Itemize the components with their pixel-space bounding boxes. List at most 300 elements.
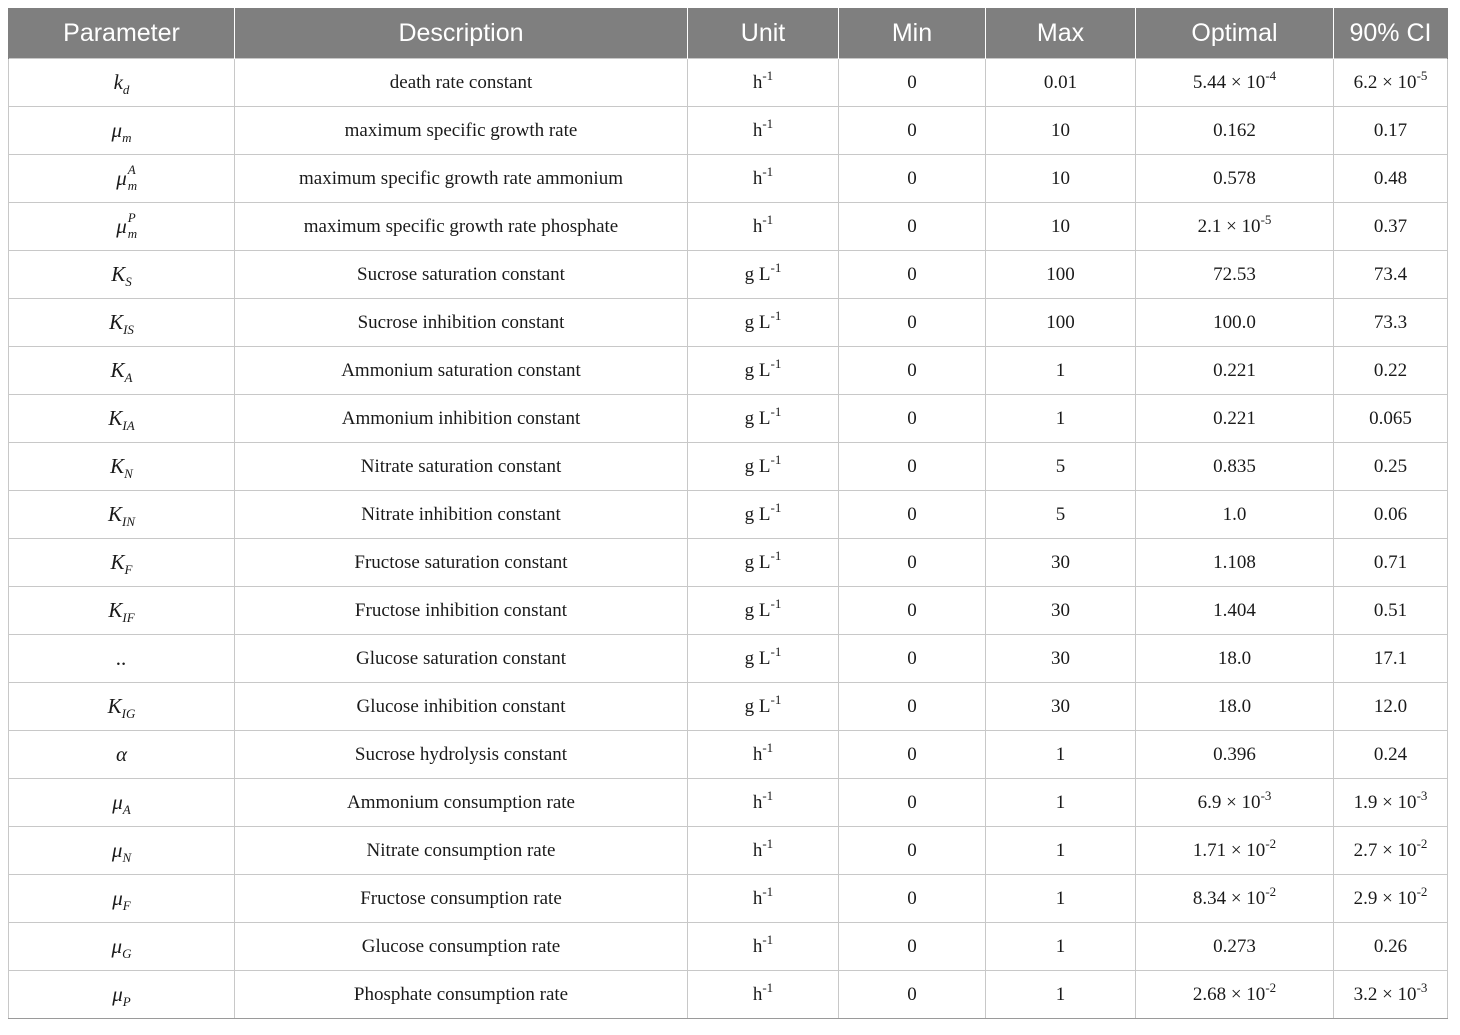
min-cell: 0 (839, 299, 986, 347)
unit-cell (688, 875, 839, 923)
unit-cell-exponent: -1 (770, 355, 782, 371)
optimal-cell-value (1213, 744, 1256, 765)
optimal-cell (1136, 635, 1334, 683)
description-cell: Ammonium consumption rate (235, 779, 688, 827)
unit-cell-base: g L (744, 599, 771, 621)
optimal-cell (1136, 491, 1334, 539)
ci-cell-base: 0.22 (1373, 359, 1408, 381)
description-cell: Sucrose saturation constant (235, 251, 688, 299)
ci-cell-base: 0.06 (1373, 503, 1408, 525)
ci-cell-exponent: -2 (1416, 883, 1428, 899)
ci-cell-base: 0.37 (1373, 215, 1408, 237)
description-cell: death rate constant (235, 59, 688, 107)
min-cell: 0 (839, 827, 986, 875)
optimal-cell-base: 5.44 × 10 (1192, 71, 1266, 93)
parameter-subscript: IN (122, 514, 135, 530)
table-header (9, 8, 1448, 59)
optimal-cell-base: 2.68 × 10 (1192, 983, 1266, 1005)
parameter-symbol (111, 934, 132, 962)
unit-cell-exponent: -1 (770, 595, 782, 611)
unit-cell-value (744, 259, 782, 285)
optimal-cell (1136, 203, 1334, 251)
unit-cell-exponent: -1 (762, 115, 774, 131)
unit-cell-base: g L (744, 503, 771, 525)
ci-cell-value (1374, 264, 1407, 285)
ci-cell (1334, 203, 1448, 251)
max-cell: 100 (986, 299, 1136, 347)
ci-cell-base: 2.7 × 10 (1353, 839, 1417, 861)
ci-cell-base: 73.4 (1373, 263, 1408, 285)
parameter-superscript: P (127, 210, 136, 225)
parameter-cell (9, 539, 235, 587)
parameter-table (8, 8, 1448, 1019)
max-cell: 1 (986, 347, 1136, 395)
ci-cell-base: 0.48 (1373, 167, 1408, 189)
table-row (9, 923, 1448, 971)
parameter-symbol (111, 118, 132, 146)
unit-cell-value (744, 643, 782, 669)
ci-cell-value (1353, 835, 1428, 861)
unit-cell-value (752, 163, 774, 189)
parameter-table-container (8, 8, 1447, 1019)
parameter-subscript: d (122, 82, 130, 98)
unit-cell (688, 971, 839, 1019)
max-cell: 30 (986, 635, 1136, 683)
optimal-cell-base: 0.221 (1213, 359, 1256, 381)
unit-cell-base: g L (744, 407, 771, 429)
unit-cell-base: h (752, 791, 763, 813)
unit-cell (688, 443, 839, 491)
max-cell: 1 (986, 971, 1136, 1019)
ci-cell-value (1374, 120, 1407, 141)
unit-cell (688, 923, 839, 971)
unit-cell (688, 395, 839, 443)
description-cell: Fructose saturation constant (235, 539, 688, 587)
min-cell: 0 (839, 683, 986, 731)
max-cell: 10 (986, 203, 1136, 251)
ci-cell-base: 0.25 (1373, 455, 1408, 477)
optimal-cell-base: 0.273 (1213, 935, 1256, 957)
unit-cell-base: h (752, 119, 763, 141)
parameter-subscript: F (124, 562, 133, 578)
table-body (9, 59, 1448, 1019)
header-row (9, 8, 1448, 59)
unit-cell-base: h (752, 935, 763, 957)
unit-cell-exponent: -1 (770, 643, 782, 659)
ci-cell (1334, 683, 1448, 731)
unit-cell-exponent: -1 (762, 931, 774, 947)
description-cell: Glucose consumption rate (235, 923, 688, 971)
table-row (9, 587, 1448, 635)
optimal-cell-value (1192, 67, 1277, 93)
max-cell: 5 (986, 443, 1136, 491)
ci-cell (1334, 107, 1448, 155)
ci-cell-value (1353, 67, 1428, 93)
parameter-cell (9, 107, 235, 155)
optimal-cell-base: 0.162 (1213, 119, 1256, 141)
header-max: Max (986, 8, 1136, 59)
parameter-subscript: N (122, 850, 132, 866)
min-cell: 0 (839, 635, 986, 683)
ci-cell-base: 0.24 (1373, 743, 1408, 765)
table-row (9, 827, 1448, 875)
max-cell: 100 (986, 251, 1136, 299)
ci-cell (1334, 59, 1448, 107)
ci-cell-value (1374, 600, 1407, 621)
ci-cell-exponent: -3 (1416, 787, 1428, 803)
unit-cell-value (752, 787, 774, 813)
parameter-symbol-stack (116, 210, 138, 241)
optimal-cell-value (1192, 883, 1277, 909)
parameter-base: K (111, 262, 126, 286)
parameter-cell (9, 635, 235, 683)
max-cell: 10 (986, 107, 1136, 155)
parameter-base: μ (112, 790, 123, 814)
ci-cell-value (1374, 360, 1407, 381)
parameter-subscript: m (127, 178, 138, 193)
ci-cell (1334, 491, 1448, 539)
optimal-cell (1136, 971, 1334, 1019)
unit-cell-exponent: -1 (770, 691, 782, 707)
ci-cell-value (1374, 936, 1407, 957)
unit-cell-base: h (752, 887, 763, 909)
optimal-cell (1136, 827, 1334, 875)
optimal-cell-value (1213, 600, 1256, 621)
unit-cell-base: g L (744, 647, 771, 669)
unit-cell-base: h (752, 71, 763, 93)
parameter-symbol (107, 694, 136, 722)
parameter-subscript: N (124, 466, 133, 482)
min-cell: 0 (839, 731, 986, 779)
unit-cell (688, 299, 839, 347)
ci-cell-value (1369, 408, 1412, 429)
table-row (9, 203, 1448, 251)
ci-cell-value (1353, 787, 1428, 813)
optimal-cell-exponent: -4 (1265, 67, 1277, 83)
unit-cell (688, 155, 839, 203)
ci-cell-base: 2.9 × 10 (1353, 887, 1417, 909)
description-cell: Glucose saturation constant (235, 635, 688, 683)
unit-cell-value (752, 835, 774, 861)
unit-cell (688, 251, 839, 299)
description-cell: Glucose inhibition constant (235, 683, 688, 731)
max-cell: 30 (986, 683, 1136, 731)
parameter-cell (9, 59, 235, 107)
optimal-cell (1136, 107, 1334, 155)
unit-cell-base: g L (744, 311, 771, 333)
unit-cell (688, 731, 839, 779)
optimal-cell (1136, 347, 1334, 395)
description-cell: maximum specific growth rate phosphate (235, 203, 688, 251)
optimal-cell-value (1218, 648, 1251, 669)
table-row (9, 443, 1448, 491)
unit-cell-base: h (752, 167, 763, 189)
unit-cell-value (752, 115, 774, 141)
unit-cell-exponent: -1 (762, 979, 774, 995)
parameter-cell (9, 827, 235, 875)
parameter-base: μ (111, 934, 123, 958)
unit-cell (688, 107, 839, 155)
unit-cell (688, 59, 839, 107)
ci-cell (1334, 251, 1448, 299)
parameter-base: μ (116, 214, 127, 238)
unit-cell-base: g L (744, 455, 771, 477)
parameter-cell (9, 299, 235, 347)
parameter-subscript: IF (122, 610, 135, 626)
min-cell: 0 (839, 251, 986, 299)
unit-cell (688, 683, 839, 731)
table-row (9, 779, 1448, 827)
optimal-cell-value (1218, 696, 1251, 717)
parameter-symbol (111, 262, 132, 290)
unit-cell-value (744, 403, 782, 429)
ci-cell (1334, 347, 1448, 395)
unit-cell-exponent: -1 (770, 547, 782, 563)
optimal-cell-value (1223, 504, 1247, 525)
parameter-base: K (107, 694, 122, 718)
parameter-symbol (110, 454, 133, 482)
unit-cell-value (752, 931, 774, 957)
optimal-cell-base: 8.34 × 10 (1192, 887, 1266, 909)
unit-cell-exponent: -1 (762, 211, 774, 227)
parameter-subscript: S (125, 274, 132, 290)
unit-cell-exponent: -1 (762, 835, 774, 851)
unit-cell-value (752, 883, 774, 909)
parameter-cell (9, 731, 235, 779)
parameter-cell (9, 395, 235, 443)
optimal-cell (1136, 395, 1334, 443)
unit-cell-exponent: -1 (762, 739, 774, 755)
parameter-symbol (116, 162, 138, 193)
ci-cell (1334, 731, 1448, 779)
parameter-subscript: IA (122, 418, 135, 434)
optimal-cell-value (1213, 360, 1256, 381)
max-cell: 10 (986, 155, 1136, 203)
optimal-cell-base: 18.0 (1217, 695, 1252, 717)
optimal-cell-value (1213, 408, 1256, 429)
parameter-symbol (112, 790, 131, 818)
optimal-cell-base: 1.404 (1213, 599, 1256, 621)
unit-cell-value (752, 979, 774, 1005)
parameter-subscript: m (122, 130, 132, 146)
min-cell: 0 (839, 203, 986, 251)
min-cell: 0 (839, 155, 986, 203)
ci-cell-base: 0.71 (1373, 551, 1408, 573)
optimal-cell (1136, 923, 1334, 971)
ci-cell-base: 0.51 (1373, 599, 1408, 621)
parameter-subscript: m (127, 226, 138, 241)
table-row (9, 155, 1448, 203)
optimal-cell (1136, 683, 1334, 731)
parameter-symbol (116, 646, 127, 670)
unit-cell-value (752, 67, 774, 93)
optimal-cell-base: 0.835 (1213, 455, 1256, 477)
parameter-base: K (108, 598, 123, 622)
parameter-symbol-stack (116, 162, 138, 193)
max-cell: 5 (986, 491, 1136, 539)
parameter-base: K (110, 358, 125, 382)
optimal-cell (1136, 443, 1334, 491)
parameter-base: μ (116, 166, 127, 190)
description-cell: Nitrate inhibition constant (235, 491, 688, 539)
optimal-cell-value (1197, 211, 1272, 237)
table-row (9, 875, 1448, 923)
parameter-base: μ (111, 118, 123, 142)
table-row (9, 59, 1448, 107)
parameter-base: K (109, 310, 124, 334)
ci-cell-base: 0.26 (1373, 935, 1408, 957)
ci-cell-base: 6.2 × 10 (1353, 71, 1417, 93)
parameter-symbol (116, 742, 127, 766)
ci-cell-base: 3.2 × 10 (1353, 983, 1417, 1005)
optimal-cell-base: 100.0 (1213, 311, 1256, 333)
ci-cell (1334, 971, 1448, 1019)
ci-cell (1334, 299, 1448, 347)
unit-cell (688, 827, 839, 875)
max-cell: 0.01 (986, 59, 1136, 107)
min-cell: 0 (839, 875, 986, 923)
ci-cell-exponent: -5 (1416, 67, 1428, 83)
ci-cell-value (1374, 216, 1407, 237)
optimal-cell (1136, 155, 1334, 203)
description-cell: Phosphate consumption rate (235, 971, 688, 1019)
parameter-cell (9, 587, 235, 635)
parameter-cell (9, 443, 235, 491)
ci-cell (1334, 587, 1448, 635)
min-cell: 0 (839, 971, 986, 1019)
optimal-cell-value (1197, 787, 1272, 813)
ci-cell (1334, 779, 1448, 827)
optimal-cell (1136, 251, 1334, 299)
unit-cell-value (752, 739, 774, 765)
table-row (9, 251, 1448, 299)
parameter-symbol (110, 358, 133, 386)
unit-cell-exponent: -1 (770, 451, 782, 467)
header-description: Description (235, 8, 688, 59)
unit-cell-value (744, 691, 782, 717)
optimal-cell-base: 6.9 × 10 (1197, 791, 1261, 813)
optimal-cell-base: 0.578 (1213, 167, 1256, 189)
parameter-cell (9, 683, 235, 731)
optimal-cell-value (1213, 552, 1256, 573)
description-cell: maximum specific growth rate ammonium (235, 155, 688, 203)
parameter-base: .. (116, 646, 127, 670)
ci-cell-value (1374, 168, 1407, 189)
header-optimal: Optimal (1136, 8, 1334, 59)
ci-cell (1334, 395, 1448, 443)
unit-cell-exponent: -1 (762, 67, 774, 83)
unit-cell (688, 491, 839, 539)
parameter-symbol (108, 598, 135, 626)
parameter-symbol (110, 550, 133, 578)
unit-cell-base: h (752, 215, 763, 237)
ci-cell-value (1374, 552, 1407, 573)
optimal-cell (1136, 587, 1334, 635)
unit-cell-value (744, 595, 782, 621)
unit-cell-exponent: -1 (770, 307, 782, 323)
parameter-subscript: P (122, 994, 131, 1010)
unit-cell-base: g L (744, 695, 771, 717)
unit-cell-value (744, 355, 782, 381)
optimal-cell-value (1213, 936, 1256, 957)
header-parameter: Parameter (9, 8, 235, 59)
parameter-superscript: A (127, 162, 136, 177)
unit-cell-exponent: -1 (770, 259, 782, 275)
unit-cell-value (744, 499, 782, 525)
ci-cell-exponent: -3 (1416, 979, 1428, 995)
table-row (9, 731, 1448, 779)
optimal-cell (1136, 59, 1334, 107)
unit-cell-exponent: -1 (762, 787, 774, 803)
optimal-cell-value (1213, 456, 1256, 477)
parameter-subscript: G (122, 946, 132, 962)
max-cell: 1 (986, 875, 1136, 923)
unit-cell-exponent: -1 (770, 499, 782, 515)
max-cell: 1 (986, 923, 1136, 971)
max-cell: 1 (986, 731, 1136, 779)
optimal-cell-value (1213, 264, 1256, 285)
parameter-cell (9, 251, 235, 299)
ci-cell-value (1374, 648, 1407, 669)
optimal-cell-value (1213, 168, 1256, 189)
optimal-cell (1136, 731, 1334, 779)
optimal-cell-exponent: -2 (1265, 883, 1277, 899)
optimal-cell-exponent: -5 (1260, 211, 1272, 227)
parameter-base: K (108, 406, 123, 430)
unit-cell (688, 587, 839, 635)
unit-cell-base: h (752, 839, 763, 861)
parameter-base: K (110, 550, 125, 574)
ci-cell-base: 12.0 (1373, 695, 1408, 717)
parameter-cell (9, 923, 235, 971)
min-cell: 0 (839, 107, 986, 155)
parameter-symbol (113, 70, 130, 98)
parameter-symbol (109, 310, 134, 338)
max-cell: 1 (986, 827, 1136, 875)
parameter-base: μ (112, 886, 123, 910)
min-cell: 0 (839, 923, 986, 971)
parameter-symbol (116, 210, 138, 241)
table-row (9, 299, 1448, 347)
description-cell: Fructose inhibition constant (235, 587, 688, 635)
ci-cell-base: 17.1 (1373, 647, 1408, 669)
parameter-cell (9, 347, 235, 395)
parameter-cell (9, 491, 235, 539)
parameter-subscript: IG (121, 706, 136, 722)
ci-cell (1334, 875, 1448, 923)
parameter-base: k (113, 70, 123, 94)
min-cell: 0 (839, 539, 986, 587)
unit-cell-value (752, 211, 774, 237)
unit-cell (688, 203, 839, 251)
unit-cell (688, 635, 839, 683)
parameter-symbol (108, 406, 135, 434)
parameter-base: μ (111, 838, 123, 862)
ci-cell-value (1374, 744, 1407, 765)
optimal-cell-value (1213, 120, 1256, 141)
table-row (9, 635, 1448, 683)
unit-cell-base: g L (744, 551, 771, 573)
parameter-base: K (107, 502, 122, 526)
table-row (9, 107, 1448, 155)
description-cell: Sucrose inhibition constant (235, 299, 688, 347)
min-cell: 0 (839, 491, 986, 539)
parameter-base: μ (112, 982, 123, 1006)
unit-cell-base: g L (744, 359, 771, 381)
optimal-cell (1136, 779, 1334, 827)
ci-cell-value (1353, 883, 1428, 909)
description-cell: Nitrate saturation constant (235, 443, 688, 491)
